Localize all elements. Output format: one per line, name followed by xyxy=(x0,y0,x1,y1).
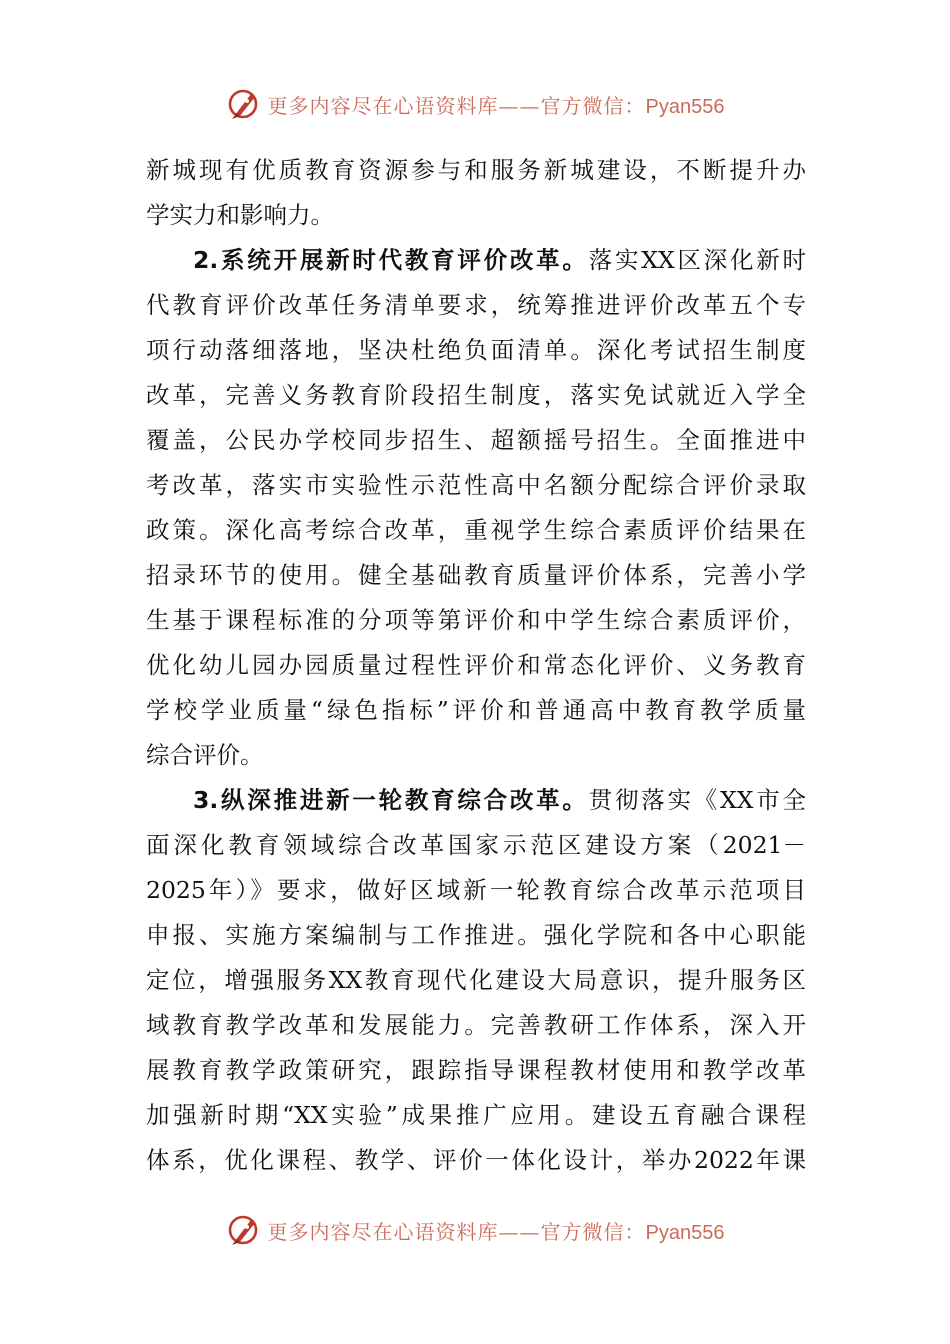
p2-line: 改革，完善义务教育阶段招生制度，落实免试就近入学全 xyxy=(146,381,806,409)
section-2-heading: 2.系统开展新时代教育评价改革。 xyxy=(193,246,589,274)
p3-line: 定位，增强服务XX教育现代化建设大局意识，提升服务区 xyxy=(146,966,806,994)
watermark-contact: 官方微信： xyxy=(540,1219,646,1244)
p2-line: 招录环节的使用。健全基础教育质量评价体系，完善小学 xyxy=(146,561,806,589)
p2-line: 代教育评价改革任务清单要求，统筹推进评价改革五个专 xyxy=(146,291,806,319)
p2-line: 考改革，落实市实验性示范性高中名额分配综合评价录取 xyxy=(146,471,806,499)
p3-line: 域教育教学改革和发展能力。完善教研工作体系，深入开 xyxy=(146,1011,806,1039)
pen-nib-logo-icon xyxy=(226,86,262,122)
p2-line-last: 综合评价。 xyxy=(146,741,264,769)
watermark-separator: —— xyxy=(498,93,541,118)
watermark-text xyxy=(268,90,725,119)
p3-line: 面深化教育领域综合改革国家示范区建设方案（2021－ xyxy=(146,831,806,859)
watermark-id: Pyan556 xyxy=(645,1221,725,1244)
p2-line: 政策。深化高考综合改革，重视学生综合素质评价结果在 xyxy=(146,516,806,544)
watermark-brand: 更多内容尽在心语资料库 xyxy=(267,1219,499,1244)
header-watermark xyxy=(0,84,950,124)
p2-line: 优化幼儿园办园质量过程性评价和常态化评价、义务教育 xyxy=(146,651,806,679)
p2-line: 项行动落细落地，坚决杜绝负面清单。深化考试招生制度 xyxy=(146,336,806,364)
p2-line: 生基于课程标准的分项等第评价和中学生综合素质评价， xyxy=(146,606,806,634)
watermark-id: Pyan556 xyxy=(645,95,725,118)
p3-line: 体系，优化课程、教学、评价一体化设计，举办2022年课 xyxy=(146,1146,806,1174)
p3-line: 申报、实施方案编制与工作推进。强化学院和各中心职能 xyxy=(146,921,806,949)
p2-first-rest: 落实XX区深化新时 xyxy=(588,246,806,274)
footer-watermark xyxy=(0,1210,950,1250)
watermark-brand: 更多内容尽在心语资料库 xyxy=(267,93,499,118)
pen-nib-logo-icon xyxy=(226,1212,262,1248)
p3-line: 2025年）》要求，做好区域新一轮教育综合改革示范项目 xyxy=(146,876,806,904)
p3-line: 展教育教学政策研究，跟踪指导课程教材使用和教学改革 xyxy=(146,1056,806,1084)
p2-line: 覆盖，公民办学校同步招生、超额摇号招生。全面推进中 xyxy=(146,426,806,454)
watermark-text xyxy=(268,1216,725,1245)
watermark-separator: —— xyxy=(498,1219,541,1244)
p3-line: 加强新时期“XX实验”成果推广应用。建设五育融合课程 xyxy=(146,1101,806,1129)
p3-first-rest: 贯彻落实《XX市全 xyxy=(588,786,806,814)
p3-first-line xyxy=(146,778,806,823)
section-3-heading: 3.纵深推进新一轮教育综合改革。 xyxy=(193,786,589,814)
p1-line-1: 新城现有优质教育资源参与和服务新城建设，不断提升办 xyxy=(146,156,806,184)
p2-line: 学校学业质量“绿色指标”评价和普通高中教育教学质量 xyxy=(146,696,806,724)
p1-line-2: 学实力和影响力。 xyxy=(146,201,334,229)
p2-first-line xyxy=(146,238,806,283)
document-body xyxy=(146,148,806,1183)
watermark-contact: 官方微信： xyxy=(540,93,646,118)
